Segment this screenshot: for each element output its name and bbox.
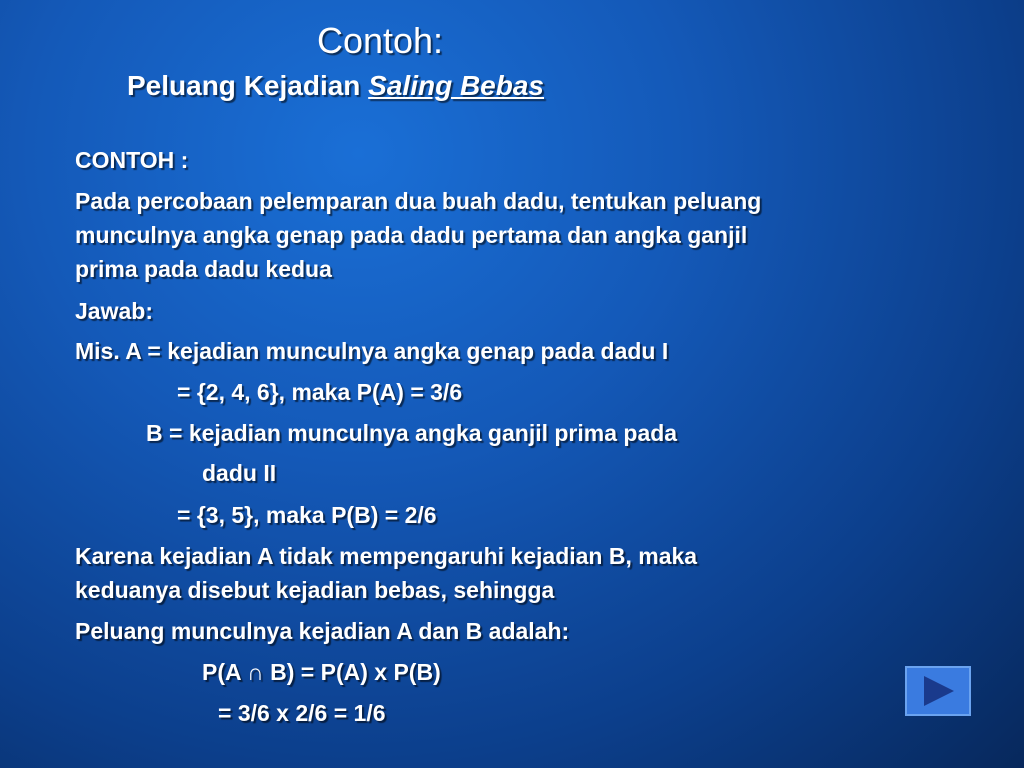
- play-triangle-icon: [918, 673, 958, 709]
- event-a-set: = {2, 4, 6}, maka P(A) = 3/6: [177, 379, 463, 405]
- example-label: CONTOH :: [75, 147, 189, 173]
- conclusion-line: Peluang munculnya kejadian A dan B adalah:: [75, 618, 570, 644]
- answer-label: Jawab:: [75, 298, 153, 324]
- reason-line-1: Karena kejadian A tidak mempengaruhi kejadian B, maka: [75, 543, 698, 569]
- question-line-2: munculnya angka genap pada dadu pertama dan angka ganjil: [75, 222, 748, 248]
- question-line-1: Pada percobaan pelemparan dua buah dadu, tentukan peluang: [75, 188, 762, 214]
- subtitle-text: Peluang Kejadian: [127, 70, 369, 101]
- event-b-definition: B = kejadian munculnya angka ganjil prima pada: [146, 420, 678, 446]
- next-slide-button[interactable]: [905, 666, 971, 716]
- subtitle-emphasis: Saling Bebas: [368, 70, 545, 101]
- event-b-set: = {3, 5}, maka P(B) = 2/6: [177, 502, 437, 528]
- event-b-definition-cont: dadu II: [202, 460, 277, 486]
- formula-line: P(A ∩ B) = P(A) x P(B): [202, 659, 441, 685]
- event-a-definition: Mis. A = kejadian munculnya angka genap pada dadu I: [75, 338, 669, 364]
- reason-line-2: keduanya disebut kejadian bebas, sehingga: [75, 577, 555, 603]
- slide-title: Contoh:: [316, 20, 444, 61]
- result-line: = 3/6 x 2/6 = 1/6: [218, 700, 386, 726]
- question-line-3: prima pada dadu kedua: [75, 256, 332, 282]
- slide-subtitle: [127, 68, 544, 104]
